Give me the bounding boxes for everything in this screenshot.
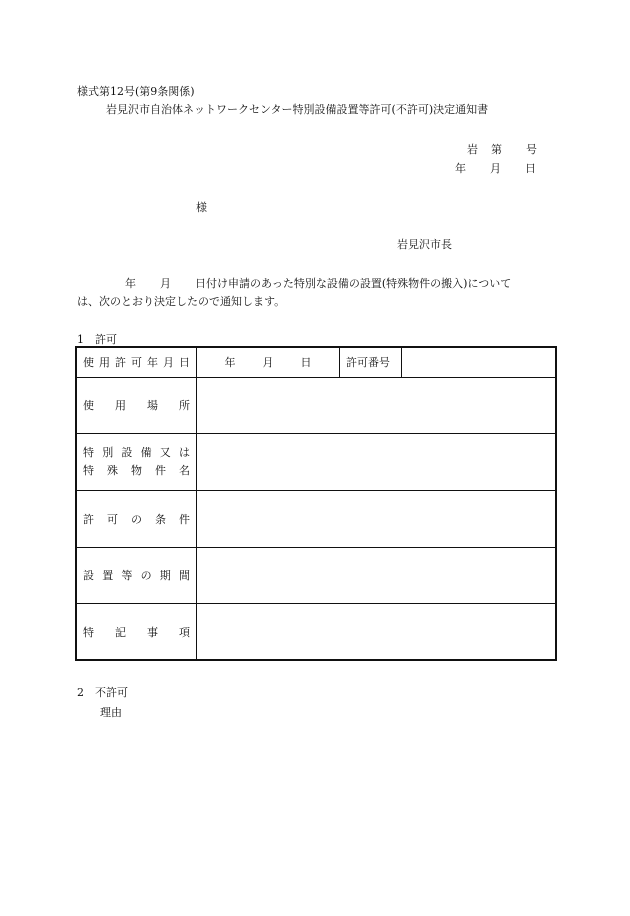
label-char: 期 — [159, 569, 171, 583]
label-char: 日 — [179, 356, 190, 370]
permit-conditions-value — [197, 491, 557, 547]
label-char: 項 — [179, 625, 190, 639]
label-char: 特 — [83, 464, 94, 478]
label-char: 設 — [121, 446, 133, 460]
body-line-1-text: 日付け申請のあった特別な設備の設置(特殊物件の搬入)について — [195, 277, 512, 290]
table-row — [76, 347, 556, 377]
label-char: 所 — [179, 399, 190, 413]
label-char: 特 — [83, 446, 94, 460]
label-char: 記 — [115, 625, 126, 639]
label-char: 設 — [83, 569, 94, 583]
label-char: 可 — [107, 513, 118, 527]
section-denial-heading: 2 不許可 — [77, 686, 128, 699]
label-char: 条 — [155, 513, 166, 527]
label-char: 備 — [140, 446, 152, 460]
installation-period-value — [197, 547, 557, 603]
special-equipment-value — [197, 434, 557, 491]
label-char: 月 — [163, 356, 174, 370]
label-char: 使 — [83, 399, 94, 413]
permit-date-year: 年 — [224, 356, 236, 370]
issue-date-year: 年 — [455, 162, 466, 175]
label-char: 件 — [179, 513, 190, 527]
label-char: 又 — [159, 446, 171, 460]
doc-number-prefix: 岩 — [467, 143, 478, 156]
table-row — [76, 491, 556, 547]
special-notes-value — [197, 604, 557, 660]
permit-date-cell — [197, 347, 340, 377]
label-char: は — [178, 446, 190, 460]
label-char: 別 — [102, 446, 114, 460]
label-char: 物 — [131, 464, 142, 478]
label-char: 年 — [147, 356, 158, 370]
table-row — [76, 547, 556, 603]
label-use-location — [76, 377, 197, 433]
label-char: 許 — [115, 356, 126, 370]
permit-table — [75, 346, 557, 661]
label-special-equipment — [76, 434, 197, 491]
label-char: 置 — [102, 569, 114, 583]
label-char: 場 — [147, 399, 158, 413]
document-title: 岩見沢市自治体ネットワークセンター特別設備設置等許可(不許可)決定通知書 — [106, 103, 489, 116]
label-char: 可 — [131, 356, 142, 370]
label-char: の — [140, 569, 152, 583]
issue-date-month: 月 — [490, 162, 501, 175]
issue-date — [455, 160, 536, 176]
body-line-2: は、次のとおり決定したので通知します。 — [77, 295, 286, 308]
section-permit-heading: 1 許可 — [77, 333, 117, 346]
table-row — [76, 604, 556, 660]
label-permit-number: 許可番号 — [340, 347, 402, 377]
issuer-name: 岩見沢市長 — [397, 238, 452, 251]
doc-number-mid: 第 — [491, 143, 502, 156]
label-char: 使 — [83, 356, 94, 370]
body-date-year: 年 — [125, 277, 136, 290]
label-char: 許 — [83, 513, 94, 527]
reason-label: 理由 — [100, 706, 122, 719]
use-location-value — [197, 377, 557, 433]
label-char: 件 — [155, 464, 166, 478]
label-char: 名 — [179, 464, 190, 478]
label-char: 間 — [178, 569, 190, 583]
label-special-notes — [76, 604, 197, 660]
body-date-month: 月 — [160, 277, 171, 290]
document-number — [467, 141, 537, 157]
addressee-honorific: 様 — [196, 201, 207, 214]
body-line-1 — [77, 275, 511, 291]
issue-date-day: 日 — [525, 162, 536, 175]
label-char: 等 — [121, 569, 133, 583]
permit-number-value — [402, 347, 557, 377]
form-number: 様式第12号(第9条関係) — [77, 85, 195, 98]
permit-date-month: 月 — [262, 356, 274, 370]
doc-number-suffix: 号 — [526, 143, 537, 156]
label-installation-period — [76, 547, 197, 603]
label-char: の — [131, 513, 142, 527]
label-char: 用 — [115, 399, 126, 413]
permit-date-day: 日 — [300, 356, 312, 370]
label-permit-conditions — [76, 491, 197, 547]
table-row — [76, 434, 556, 491]
label-char: 殊 — [107, 464, 118, 478]
label-char: 用 — [99, 356, 110, 370]
label-char: 事 — [147, 625, 158, 639]
label-permit-date — [76, 347, 197, 377]
label-char: 特 — [83, 625, 94, 639]
table-row — [76, 377, 556, 433]
